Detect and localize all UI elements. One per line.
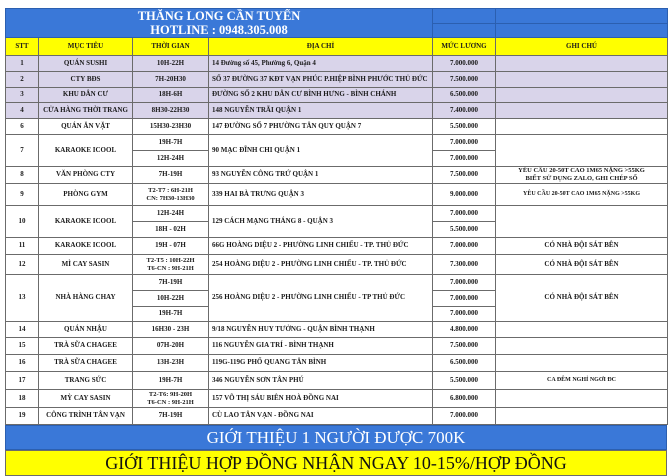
salary: 7.400.000 xyxy=(433,103,496,119)
address: 129 CÁCH MẠNG THÁNG 8 - QUẬN 3 xyxy=(209,206,433,238)
address: CÙ LAO TÂN VẠN - ĐỒNG NAI xyxy=(209,408,433,425)
stt: 3 xyxy=(6,88,39,103)
salary: 6.800.000 xyxy=(433,390,496,408)
note: CÓ NHÀ ĐỘI SÁT BÊN xyxy=(496,238,668,255)
time-line: T6-CN : 9H-21H xyxy=(147,398,194,406)
stt: 17 xyxy=(6,372,39,390)
title-cell xyxy=(6,9,433,38)
time-line: T2-T5 : 10H-22H xyxy=(146,256,195,264)
note xyxy=(496,338,668,355)
note: CÓ NHÀ ĐỘI SÁT BÊN xyxy=(496,255,668,275)
column-header-row xyxy=(6,38,668,56)
salary: 7.500.000 xyxy=(433,338,496,355)
title-blank xyxy=(496,23,668,38)
table-row xyxy=(6,88,668,103)
table-row xyxy=(6,72,668,88)
address: ĐƯỜNG SỐ 2 KHU DÂN CƯ BÌNH HƯNG - BÌNH CHÁNH xyxy=(209,88,433,103)
time-line: T2-T6: 9H-20H xyxy=(148,390,193,398)
salary: 5.500.000 xyxy=(433,222,496,238)
note xyxy=(496,206,668,238)
col-note: GHI CHÚ xyxy=(496,38,668,56)
time: 13H-23H xyxy=(133,355,209,372)
note xyxy=(496,88,668,103)
salary: 7.000.000 xyxy=(433,238,496,255)
salary: 7.300.000 xyxy=(433,255,496,275)
title-blank xyxy=(433,23,496,38)
target: NHÀ HÀNG CHAY xyxy=(39,275,133,322)
stt: 8 xyxy=(6,167,39,184)
time: 19H-7H xyxy=(133,307,209,322)
address: 119G-119G PHỔ QUANG TÂN BÌNH xyxy=(209,355,433,372)
col-salary: MỨC LƯƠNG xyxy=(433,38,496,56)
stt: 16 xyxy=(6,355,39,372)
salary: 7.000.000 xyxy=(433,135,496,151)
note: YÊU CẦU 20-50T CAO 1M65 NẶNG >55KG xyxy=(496,184,668,206)
note: CÓ NHÀ ĐỘI SÁT BÊN xyxy=(496,275,668,322)
note xyxy=(496,390,668,408)
target: KARAOKE ICOOL xyxy=(39,135,133,167)
stt: 12 xyxy=(6,255,39,275)
note xyxy=(496,72,668,88)
stt: 18 xyxy=(6,390,39,408)
time: 7H-19H xyxy=(133,275,209,291)
page-title: THĂNG LONG CẦN TUYỂN xyxy=(137,9,301,23)
time: 7H-19H xyxy=(133,167,209,184)
note xyxy=(496,103,668,119)
table-row xyxy=(6,372,668,390)
note xyxy=(496,135,668,167)
target: PHÒNG GYM xyxy=(39,184,133,206)
note xyxy=(496,167,668,184)
address: 339 HAI BÀ TRƯNG QUẬN 3 xyxy=(209,184,433,206)
note xyxy=(496,322,668,338)
time-line: T2-T7 : 6H-21H xyxy=(148,186,193,194)
table-row xyxy=(6,322,668,338)
target: TRANG SỨC xyxy=(39,372,133,390)
col-target: MỤC TIÊU xyxy=(39,38,133,56)
table-row xyxy=(6,56,668,72)
table-row xyxy=(6,167,668,184)
time: 7H-19H xyxy=(133,408,209,425)
note-line: YÊU CẦU 20-50T CAO 1M65 NẶNG >55KG xyxy=(518,167,645,174)
stt: 1 xyxy=(6,56,39,72)
stt: 6 xyxy=(6,119,39,135)
target: CTY BĐS xyxy=(39,72,133,88)
target: QUÁN NHẬU xyxy=(39,322,133,338)
stt: 15 xyxy=(6,338,39,355)
salary: 6.500.000 xyxy=(433,88,496,103)
target: CÔNG TRÌNH TÂN VẠN xyxy=(39,408,133,425)
address: 148 NGUYỄN TRÃI QUẬN 1 xyxy=(209,103,433,119)
stt: 10 xyxy=(6,206,39,238)
address: 93 NGUYỄN CÔNG TRỨ QUẬN 1 xyxy=(209,167,433,184)
stt: 19 xyxy=(6,408,39,425)
address: 116 NGUYỄN GIA TRÍ - BÌNH THẠNH xyxy=(209,338,433,355)
job-listing-sheet xyxy=(5,8,667,476)
time: 07H-20H xyxy=(133,338,209,355)
note xyxy=(496,355,668,372)
table-row xyxy=(6,103,668,119)
salary: 5.500.000 xyxy=(433,119,496,135)
target: TRÀ SỮA CHAGEE xyxy=(39,355,133,372)
salary: 7.000.000 xyxy=(433,275,496,291)
hotline: HOTLINE : 0948.305.008 xyxy=(150,23,288,37)
table-row xyxy=(6,355,668,372)
time: 16H30 - 23H xyxy=(133,322,209,338)
time: 18H - 02H xyxy=(133,222,209,238)
table-row xyxy=(6,135,668,151)
address: 90 MẠC ĐĨNH CHI QUẬN 1 xyxy=(209,135,433,167)
target: QUÁN ĂN VẶT xyxy=(39,119,133,135)
salary: 7.000.000 xyxy=(433,206,496,222)
title-blank xyxy=(496,9,668,24)
col-time: THỜI GIAN xyxy=(133,38,209,56)
table-row xyxy=(6,119,668,135)
salary: 7.000.000 xyxy=(433,151,496,167)
target: MỲ CAY SASIN xyxy=(39,390,133,408)
address: 9/18 NGUYỄN HUY TƯỞNG - QUẬN BÌNH THẠNH xyxy=(209,322,433,338)
address: 346 NGUYỄN SƠN TÂN PHÚ xyxy=(209,372,433,390)
table-row xyxy=(6,184,668,206)
salary: 9.000.000 xyxy=(433,184,496,206)
table-row xyxy=(6,390,668,408)
address: 157 VÕ THỊ SÁU BIÊN HOÀ ĐỒNG NAI xyxy=(209,390,433,408)
salary: 4.800.000 xyxy=(433,322,496,338)
time: 19H - 07H xyxy=(133,238,209,255)
target: KARAOKE ICOOL xyxy=(39,238,133,255)
note: CA ĐÊM NGHỈ NGƠI ĐC xyxy=(496,372,668,390)
salary: 7.000.000 xyxy=(433,307,496,322)
table-row xyxy=(6,206,668,222)
address: 256 HOÀNG DIỆU 2 - PHƯỜNG LINH CHIỂU - TP THỦ ĐỨC xyxy=(209,275,433,322)
address: 14 Đường số 45, Phường 6, Quận 4 xyxy=(209,56,433,72)
job-table xyxy=(5,8,668,425)
stt: 11 xyxy=(6,238,39,255)
contract-banner: GIỚI THIỆU HỢP ĐỒNG NHẬN NGAY 10-15%/HỢP ĐỒNG xyxy=(5,450,667,476)
stt: 13 xyxy=(6,275,39,322)
col-stt: STT xyxy=(6,38,39,56)
time: 8H30-22H30 xyxy=(133,103,209,119)
target: KHU DÂN CƯ xyxy=(39,88,133,103)
stt: 14 xyxy=(6,322,39,338)
time: 19H-7H xyxy=(133,372,209,390)
stt: 9 xyxy=(6,184,39,206)
salary: 5.500.000 xyxy=(433,372,496,390)
table-row xyxy=(6,255,668,275)
target: MÌ CAY SASIN xyxy=(39,255,133,275)
target: VĂN PHÒNG CTY xyxy=(39,167,133,184)
time: 7H-20H30 xyxy=(133,72,209,88)
table-row xyxy=(6,338,668,355)
address: 147 ĐƯỜNG SỐ 7 PHƯỜNG TÂN QUY QUẬN 7 xyxy=(209,119,433,135)
salary: 6.500.000 xyxy=(433,355,496,372)
time: 15H30-23H30 xyxy=(133,119,209,135)
table-row xyxy=(6,238,668,255)
table-row xyxy=(6,408,668,425)
referral-banner: GIỚI THIỆU 1 NGƯỜI ĐƯỢC 700K xyxy=(5,425,667,450)
note xyxy=(496,119,668,135)
note-line: BIẾT SỬ DỤNG ZALO, GHI CHÉP SỔ xyxy=(525,175,638,182)
time: 12H-24H xyxy=(133,151,209,167)
note xyxy=(496,408,668,425)
salary: 7.500.000 xyxy=(433,167,496,184)
time xyxy=(133,390,209,408)
time-line: CN: 7H30-13H30 xyxy=(146,194,195,202)
time xyxy=(133,255,209,275)
salary: 7.000.000 xyxy=(433,408,496,425)
time: 18H-6H xyxy=(133,88,209,103)
time-line: T6-CN : 9H-21H xyxy=(147,264,194,272)
table-row xyxy=(6,275,668,291)
time xyxy=(133,184,209,206)
time: 19H-7H xyxy=(133,135,209,151)
target: KARAOKE ICOOL xyxy=(39,206,133,238)
stt: 4 xyxy=(6,103,39,119)
salary: 7.000.000 xyxy=(433,291,496,307)
address: 254 HOÀNG DIỆU 2 - PHƯỜNG LINH CHIỂU - TP. THỦ ĐỨC xyxy=(209,255,433,275)
target: CỬA HÀNG THỜI TRANG xyxy=(39,103,133,119)
address: SỐ 37 ĐƯỜNG 37 KĐT VẠN PHÚC P.HIỆP BÌNH PHƯỚC THỦ ĐỨC xyxy=(209,72,433,88)
salary: 7.000.000 xyxy=(433,56,496,72)
salary: 7.500.000 xyxy=(433,72,496,88)
target: QUÁN SUSHI xyxy=(39,56,133,72)
note xyxy=(496,56,668,72)
time: 12H-24H xyxy=(133,206,209,222)
stt: 2 xyxy=(6,72,39,88)
target: TRÀ SỮA CHAGEE xyxy=(39,338,133,355)
stt: 7 xyxy=(6,135,39,167)
title-blank xyxy=(433,9,496,24)
address: 66G HOÀNG DIỆU 2 - PHƯỜNG LINH CHIỂU - TP. THỦ ĐỨC xyxy=(209,238,433,255)
col-address: ĐỊA CHỈ xyxy=(209,38,433,56)
time: 10H-22H xyxy=(133,56,209,72)
time: 10H-22H xyxy=(133,291,209,307)
